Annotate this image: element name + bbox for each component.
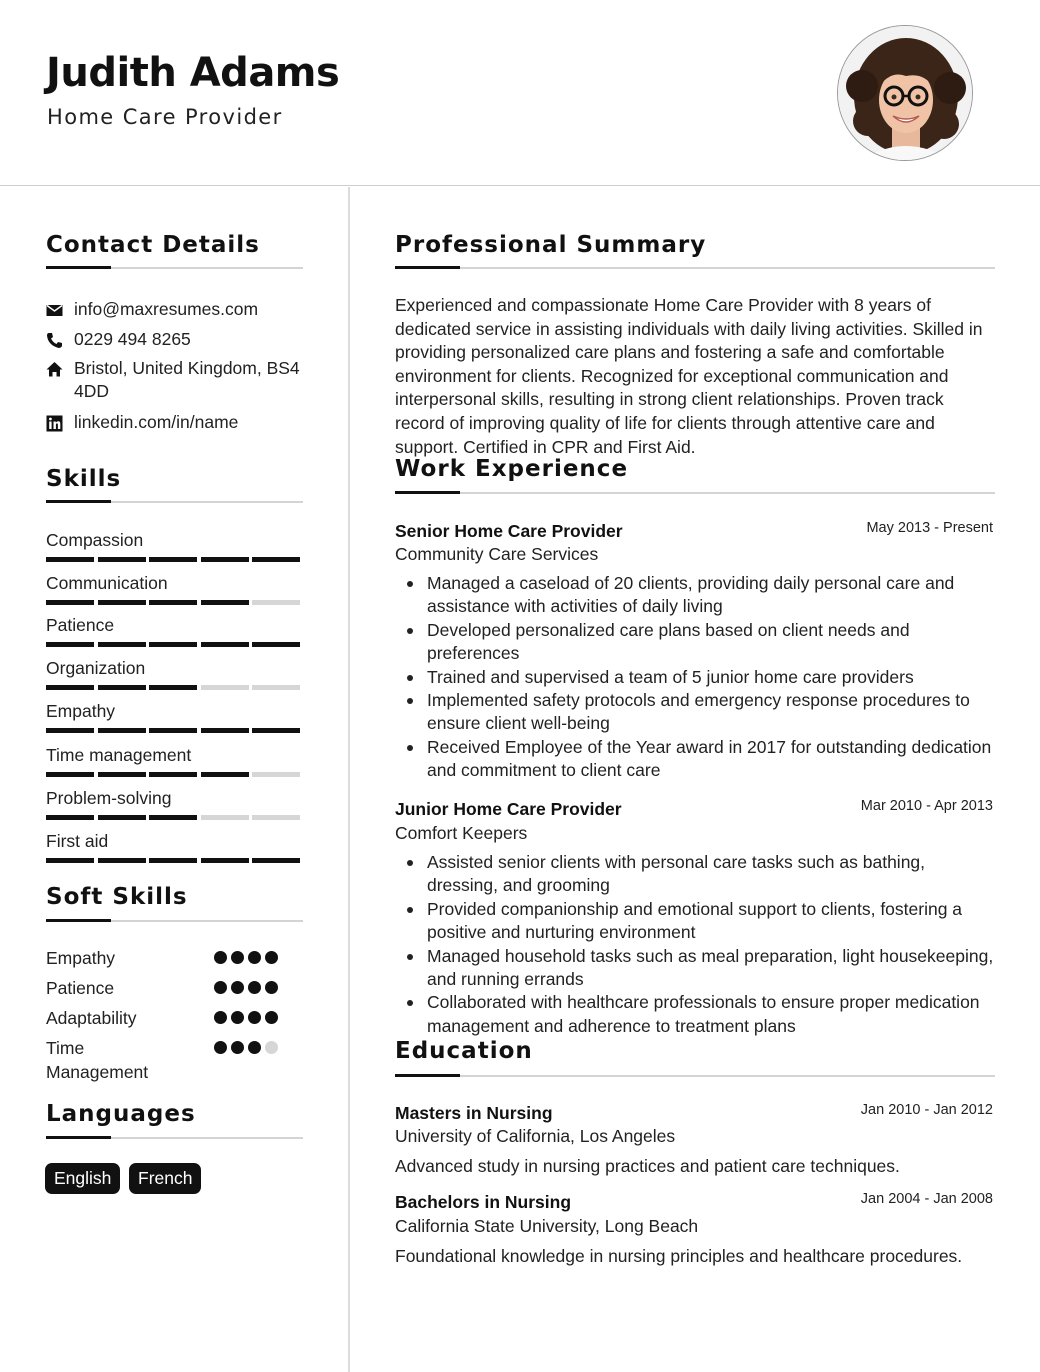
language-tag-french: French xyxy=(129,1163,201,1194)
skill-rating-segment xyxy=(252,772,300,777)
job-bullets xyxy=(427,572,997,783)
soft-skill-dot xyxy=(214,1041,227,1054)
column-divider xyxy=(348,187,350,1372)
skill-rating-segment xyxy=(46,858,94,863)
skill-rating-segment xyxy=(46,600,94,605)
skill-label: Communication xyxy=(46,573,168,593)
languages-heading: Languages xyxy=(46,1101,196,1127)
skill-rating-bar xyxy=(46,815,302,820)
linkedin-icon xyxy=(46,415,63,432)
job-bullet: Developed personalized care plans based on client needs and preferences xyxy=(427,619,997,666)
soft-skill-dot xyxy=(248,981,261,994)
skill-rating-bar xyxy=(46,728,302,733)
skill-rating-bar xyxy=(46,642,302,647)
soft-skill-label: Time Management xyxy=(46,1038,149,1082)
skill-rating-segment xyxy=(98,858,146,863)
soft-skills-rule xyxy=(46,920,303,922)
summary-rule xyxy=(395,267,995,269)
soft-skill-rating xyxy=(214,981,294,995)
contact-address xyxy=(46,357,306,405)
soft-skill-label: Patience xyxy=(46,978,115,998)
skill-rating-segment xyxy=(149,642,197,647)
soft-skill-dot xyxy=(265,951,278,964)
skill-rating-segment xyxy=(46,685,94,690)
job-dates: Mar 2010 - Apr 2013 xyxy=(860,798,993,814)
soft-skill-rating xyxy=(214,951,294,965)
skill-rating-segment xyxy=(201,557,249,562)
job-bullet: Managed a caseload of 20 clients, providing daily personal care and assistance with activities of daily living xyxy=(427,572,997,619)
language-tag-english: English xyxy=(45,1163,120,1194)
soft-skill-label: Adaptability xyxy=(46,1008,137,1028)
skill-rating-segment xyxy=(201,815,249,820)
summary-heading: Professional Summary xyxy=(395,232,707,258)
job-title: Junior Home Care Provider xyxy=(395,799,622,819)
education-degree: Masters in Nursing xyxy=(395,1103,553,1123)
skill-label: Time management xyxy=(46,745,192,765)
skill-rating-segment xyxy=(149,858,197,863)
skill-rating-segment xyxy=(201,600,249,605)
skill-rating-bar xyxy=(46,772,302,777)
education-school: University of California, Los Angeles xyxy=(395,1126,676,1146)
soft-skill-dot xyxy=(265,1011,278,1024)
skill-rating-segment xyxy=(98,728,146,733)
education-dates: Jan 2004 - Jan 2008 xyxy=(860,1191,993,1207)
skill-rating-segment xyxy=(46,728,94,733)
skill-rating-segment xyxy=(201,728,249,733)
job-dates: May 2013 - Present xyxy=(866,520,993,536)
soft-skill-label: Empathy xyxy=(46,948,116,968)
education-dates: Jan 2010 - Jan 2012 xyxy=(860,1102,993,1118)
skill-label: First aid xyxy=(46,831,109,851)
education-rule xyxy=(395,1075,995,1077)
soft-skill-dot xyxy=(231,981,244,994)
skill-rating-segment xyxy=(98,557,146,562)
skill-rating-segment xyxy=(149,685,197,690)
soft-skill-dot xyxy=(248,951,261,964)
contact-linkedin[interactable] xyxy=(46,411,306,435)
skills-rule xyxy=(46,501,303,503)
contact-phone[interactable] xyxy=(46,328,306,352)
contact-phone-text: 0229 494 8265 xyxy=(74,329,191,349)
skill-rating-segment xyxy=(201,772,249,777)
skill-rating-segment xyxy=(252,685,300,690)
soft-skill-dot xyxy=(265,981,278,994)
skill-rating-segment xyxy=(46,772,94,777)
job-bullet: Provided companionship and emotional support to clients, fostering a positive and nurturing environment xyxy=(427,898,997,945)
job-bullet: Collaborated with healthcare professionals to ensure proper medication management and adherence to treatment plans xyxy=(427,991,997,1038)
candidate-name: Judith Adams xyxy=(46,50,340,96)
soft-skill-rating xyxy=(214,1041,294,1055)
resume-header xyxy=(0,0,1040,186)
soft-skill-rating xyxy=(214,1011,294,1025)
skill-rating-segment xyxy=(252,858,300,863)
education-school: California State University, Long Beach xyxy=(395,1216,699,1236)
candidate-title: Home Care Provider xyxy=(47,105,283,129)
job-organization: Community Care Services xyxy=(395,544,599,564)
skills-heading: Skills xyxy=(46,466,122,492)
skill-rating-segment xyxy=(98,642,146,647)
soft-skill-dot xyxy=(231,951,244,964)
education-heading: Education xyxy=(395,1038,533,1064)
contact-email[interactable] xyxy=(46,298,306,322)
experience-rule xyxy=(395,492,995,494)
skill-rating-segment xyxy=(46,557,94,562)
skill-rating-segment xyxy=(98,685,146,690)
skill-rating-segment xyxy=(46,815,94,820)
soft-skill-dot xyxy=(231,1011,244,1024)
home-icon xyxy=(46,361,63,378)
job-bullet: Implemented safety protocols and emergency response procedures to ensure client well-being xyxy=(427,689,997,736)
skill-label: Compassion xyxy=(46,530,144,550)
job-bullet: Received Employee of the Year award in 2017 for outstanding dedication and commitment to client care xyxy=(427,736,997,783)
skill-rating-segment xyxy=(252,642,300,647)
job-title: Senior Home Care Provider xyxy=(395,521,623,541)
skill-rating-segment xyxy=(252,557,300,562)
contact-email-text: info@maxresumes.com xyxy=(74,299,259,319)
soft-skill-dot xyxy=(214,1011,227,1024)
skill-rating-segment xyxy=(201,858,249,863)
contact-rule xyxy=(46,267,303,269)
contact-heading: Contact Details xyxy=(46,232,260,258)
soft-skill-dot xyxy=(214,981,227,994)
contact-linkedin-text: linkedin.com/in/name xyxy=(74,412,239,432)
skill-rating-segment xyxy=(252,728,300,733)
skill-rating-segment xyxy=(149,815,197,820)
envelope-icon xyxy=(46,302,63,319)
job-bullet: Managed household tasks such as meal preparation, light housekeeping, and running errands xyxy=(427,945,997,992)
skill-rating-segment xyxy=(252,815,300,820)
skill-rating-bar xyxy=(46,600,302,605)
skill-rating-segment xyxy=(98,600,146,605)
languages-rule xyxy=(46,1137,303,1139)
experience-heading: Work Experience xyxy=(395,456,629,482)
soft-skill-dot xyxy=(265,1041,278,1054)
soft-skills-heading: Soft Skills xyxy=(46,884,188,910)
skill-rating-segment xyxy=(201,642,249,647)
skill-rating-segment xyxy=(201,685,249,690)
summary-text: Experienced and compassionate Home Care Provider with 8 years of dedicated service in assisting individuals with daily living activities. Skilled in providing personalized care plans and fostering a safe and comfortable environment for clients. Recognized for exceptional communication and interpersonal skills, resulting in strong client relationships. Proven track record of improving quality of life for clients through attentive care and support. Certified in CPR and First Aid. xyxy=(395,295,983,457)
skill-label: Problem-solving xyxy=(46,788,172,808)
skill-rating-segment xyxy=(252,600,300,605)
job-bullets xyxy=(427,851,997,1038)
education-description: Advanced study in nursing practices and patient care techniques. xyxy=(395,1156,900,1176)
skill-label: Empathy xyxy=(46,701,116,721)
soft-skill-dot xyxy=(231,1041,244,1054)
skill-rating-segment xyxy=(98,772,146,777)
skill-label: Organization xyxy=(46,658,146,678)
skill-rating-bar xyxy=(46,685,302,690)
phone-icon xyxy=(46,332,63,349)
contact-address-text: Bristol, United Kingdom, BS4 4DD xyxy=(74,358,300,401)
skill-rating-bar xyxy=(46,557,302,562)
education-description: Foundational knowledge in nursing principles and healthcare procedures. xyxy=(395,1246,963,1266)
soft-skill-dot xyxy=(248,1041,261,1054)
skill-rating-segment xyxy=(46,642,94,647)
job-bullet: Trained and supervised a team of 5 junior home care providers xyxy=(427,666,997,689)
job-bullet: Assisted senior clients with personal care tasks such as bathing, dressing, and grooming xyxy=(427,851,997,898)
skill-rating-segment xyxy=(149,600,197,605)
education-degree: Bachelors in Nursing xyxy=(395,1192,572,1212)
skill-rating-segment xyxy=(98,815,146,820)
skill-rating-segment xyxy=(149,728,197,733)
skill-rating-bar xyxy=(46,858,302,863)
profile-photo xyxy=(837,25,973,161)
soft-skill-dot xyxy=(248,1011,261,1024)
skill-label: Patience xyxy=(46,615,115,635)
skill-rating-segment xyxy=(149,557,197,562)
job-organization: Comfort Keepers xyxy=(395,823,528,843)
skill-rating-segment xyxy=(149,772,197,777)
soft-skill-dot xyxy=(214,951,227,964)
